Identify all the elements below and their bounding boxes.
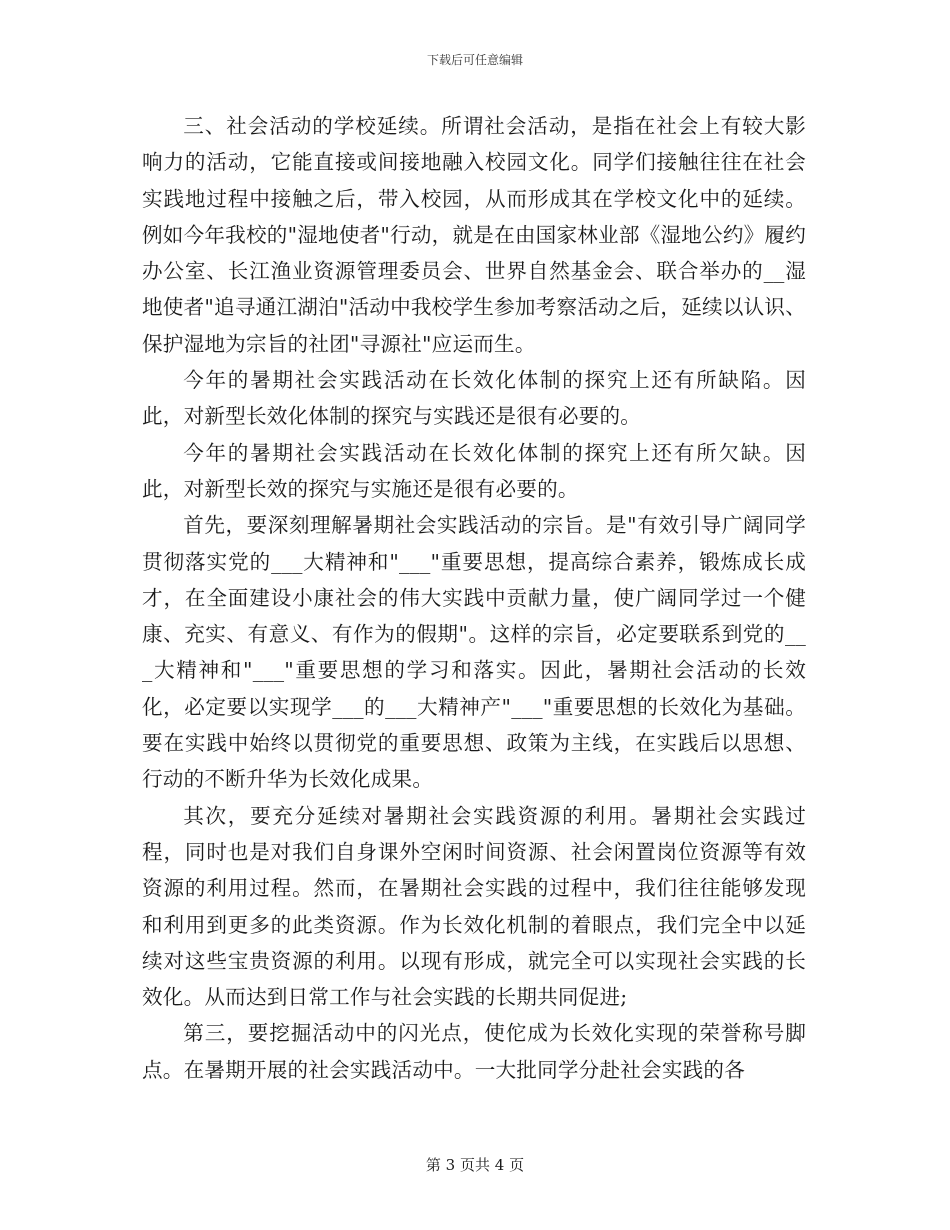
document-body xyxy=(142,108,806,1088)
paragraph-first-point: 首先，要深刻理解暑期社会实践活动的宗旨。是"有效引导广阔同学贯彻落实党的___大精神和"___"重要思想，提高综合素养，锻炼成长成才，在全面建设小康社会的伟大实践中贡献力量，使广阔同学过一个健康、充实、有意义、有作为的假期"。这样的宗旨，必定要联系到党的___大精神和"___"重要思想的学习和落实。因此，暑期社会活动的长效化，必定要以实现学___的___大精神产"___"重要思想的长效化为基础。要在实践中始终以贯彻党的重要思想、政策为主线，在实践后以思想、行动的不断升华为长效化成果。 xyxy=(142,513,806,792)
paragraph-third-point: 第三，要挖掘活动中的闪光点，使佗成为长效化实现的荣誉称号脚点。在暑期开展的社会实践活动中。一大批同学分赴社会实践的各 xyxy=(142,1021,806,1082)
page-number: 第 3 页共 4 页 xyxy=(425,1156,525,1174)
paragraph-social-activity-extension: 三、社会活动的学校延续。所谓社会活动，是指在社会上有较大影响力的活动，它能直接或间接地融入校园文化。同学们接触往往在社会实践地过程中接触之后，带入校园，从而形成其在学校文化中的延续。例如今年我校的"湿地使者"行动，就是在由国家林业部《湿地公约》履约办公室、长江渔业资源管理委员会、世界自然基金会、联合举办的__湿地使者"追寻通江湖泊"活动中我校学生参加考察活动之后，延续以认识、保护湿地为宗旨的社团"寻源社"应运而生。 xyxy=(142,114,806,356)
paragraph-deficiency-2: 今年的暑期社会实践活动在长效化体制的探究上还有所欠缺。因此，对新型长效的探究与实施还是很有必要的。 xyxy=(142,440,806,501)
paragraph-second-point: 其次，要充分延续对暑期社会实践资源的利用。暑期社会实践过程，同时也是对我们自身课外空闲时间资源、社会闲置岗位资源等有效资源的利用过程。然而，在暑期社会实践的过程中，我们往往能够发现和利用到更多的此类资源。作为长效化机制的着眼点，我们完全中以延续对这些宝贵资源的利用。以现有形成，就完全可以实现社会实践的长效化。从而达到日常工作与社会实践的长期共同促进; xyxy=(142,803,806,1010)
paragraph-deficiency-1: 今年的暑期社会实践活动在长效化体制的探究上还有所缺陷。因此，对新型长效化体制的探究与实践还是很有必要的。 xyxy=(142,368,806,429)
page-header-note: 下载后可任意编辑 xyxy=(426,53,523,67)
